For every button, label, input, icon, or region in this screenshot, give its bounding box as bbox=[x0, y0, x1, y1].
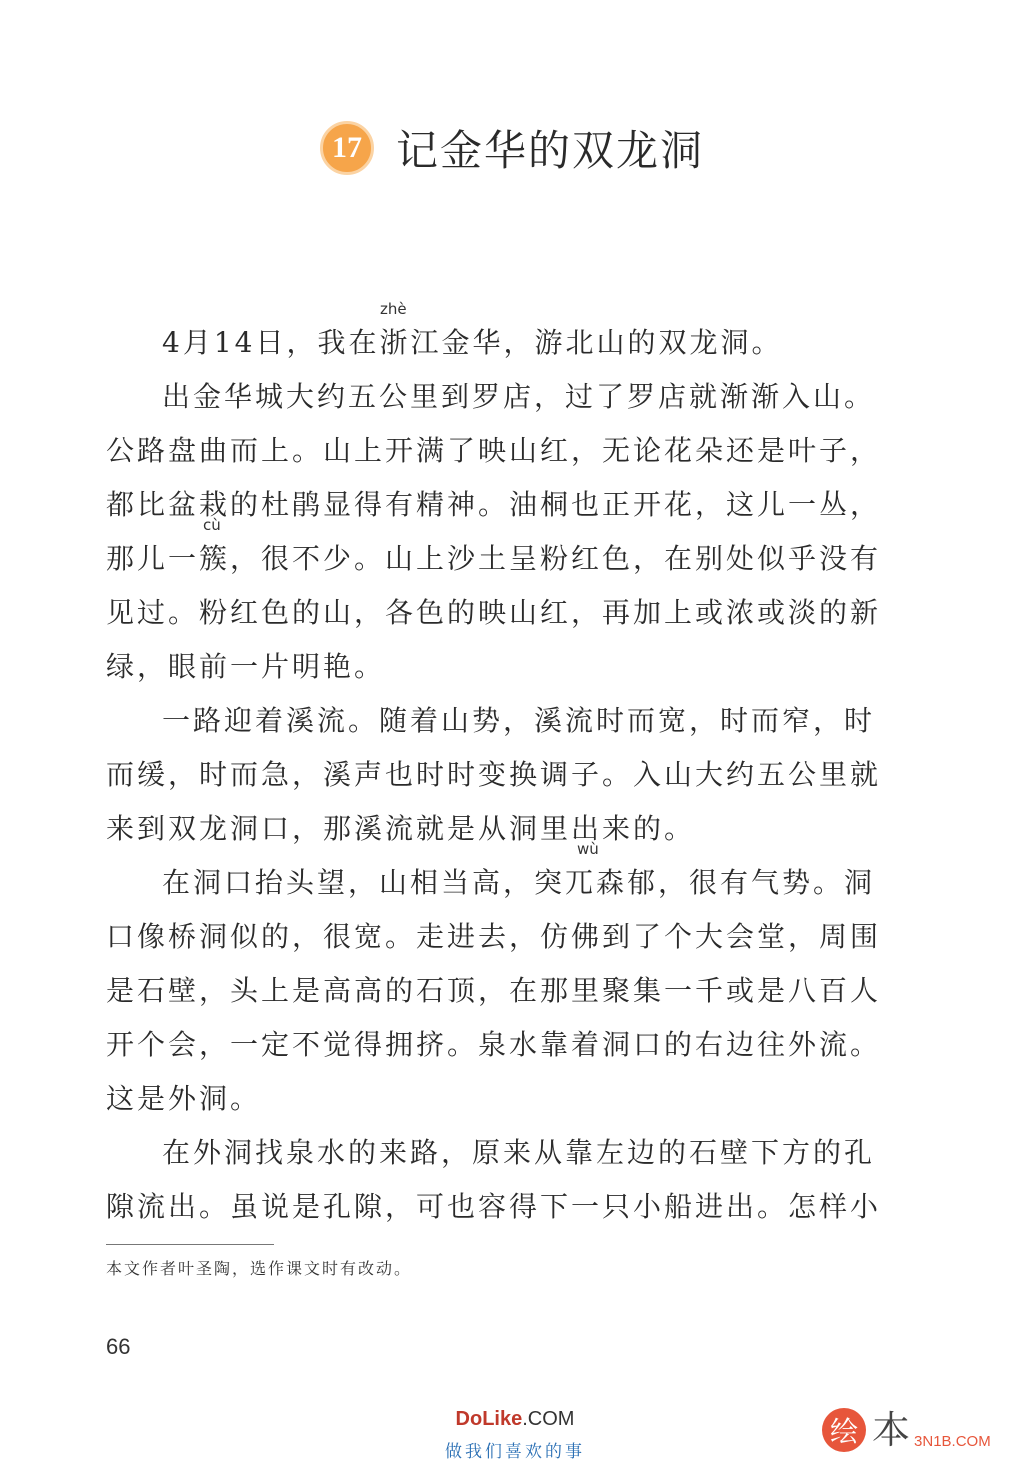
article-body bbox=[106, 300, 898, 1234]
site-watermark bbox=[822, 1408, 991, 1452]
lesson-title-text: 记金华的双龙洞 bbox=[395, 126, 704, 175]
dolike-watermark bbox=[430, 1408, 600, 1462]
paragraph: 4月14日，我在浙江金华，游北山的双龙洞。 bbox=[162, 326, 783, 359]
pinyin-annotation: zhè bbox=[380, 300, 407, 318]
footnote: 本文作者叶圣陶，选作课文时有改动。 bbox=[106, 1259, 413, 1278]
paragraph: 在洞口抬头望，山相当高，突兀森郁，很有气势。洞口像桥洞似的，很宽。走进去，仿佛到了个大会堂，周围是石壁，头上是高高的石顶，在那里聚集一千或是八百人开个会，一定不觉得拥挤。泉水靠着洞口的右边往外流。这是外洞。 bbox=[106, 866, 882, 1115]
lesson-number-badge: 17 bbox=[320, 121, 374, 175]
footnote-divider bbox=[106, 1244, 274, 1245]
watermark-ben: 本 bbox=[872, 1408, 911, 1452]
lesson-title bbox=[0, 118, 1024, 178]
dolike-logo bbox=[430, 1408, 600, 1431]
dolike-tld: .COM bbox=[522, 1408, 575, 1430]
page-number: 66 bbox=[106, 1334, 131, 1359]
pinyin-annotation: cù bbox=[203, 516, 221, 534]
dolike-brand: DoLike bbox=[455, 1408, 523, 1430]
watermark-badge: 绘 bbox=[822, 1408, 866, 1452]
watermark-site: 3N1B.COM bbox=[914, 1433, 991, 1450]
dolike-slogan: 做我们喜欢的事 bbox=[445, 1442, 585, 1462]
paragraph: 出金华城大约五公里到罗店，过了罗店就渐渐入山。公路盘曲而上。山上开满了映山红，无论花朵还是叶子，都比盆栽的杜鹃显得有精神。油桐也正开花，这儿一丛，那儿一簇，很不少。山上沙土呈粉红色，在别处似乎没有见过。粉红色的山，各色的映山红，再加上或浓或淡的新绿，眼前一片明艳。 bbox=[106, 380, 882, 683]
paragraph: 一路迎着溪流。随着山势，溪流时而宽，时而窄，时而缓，时而急，溪声也时时变换调子。入山大约五公里就来到双龙洞口，那溪流就是从洞里出来的。 bbox=[106, 704, 882, 845]
pinyin-annotation: wù bbox=[577, 840, 599, 858]
paragraph: 在外洞找泉水的来路，原来从靠左边的石壁下方的孔隙流出。虽说是孔隙，可也容得下一只小船进出。怎样小 bbox=[106, 1136, 882, 1223]
